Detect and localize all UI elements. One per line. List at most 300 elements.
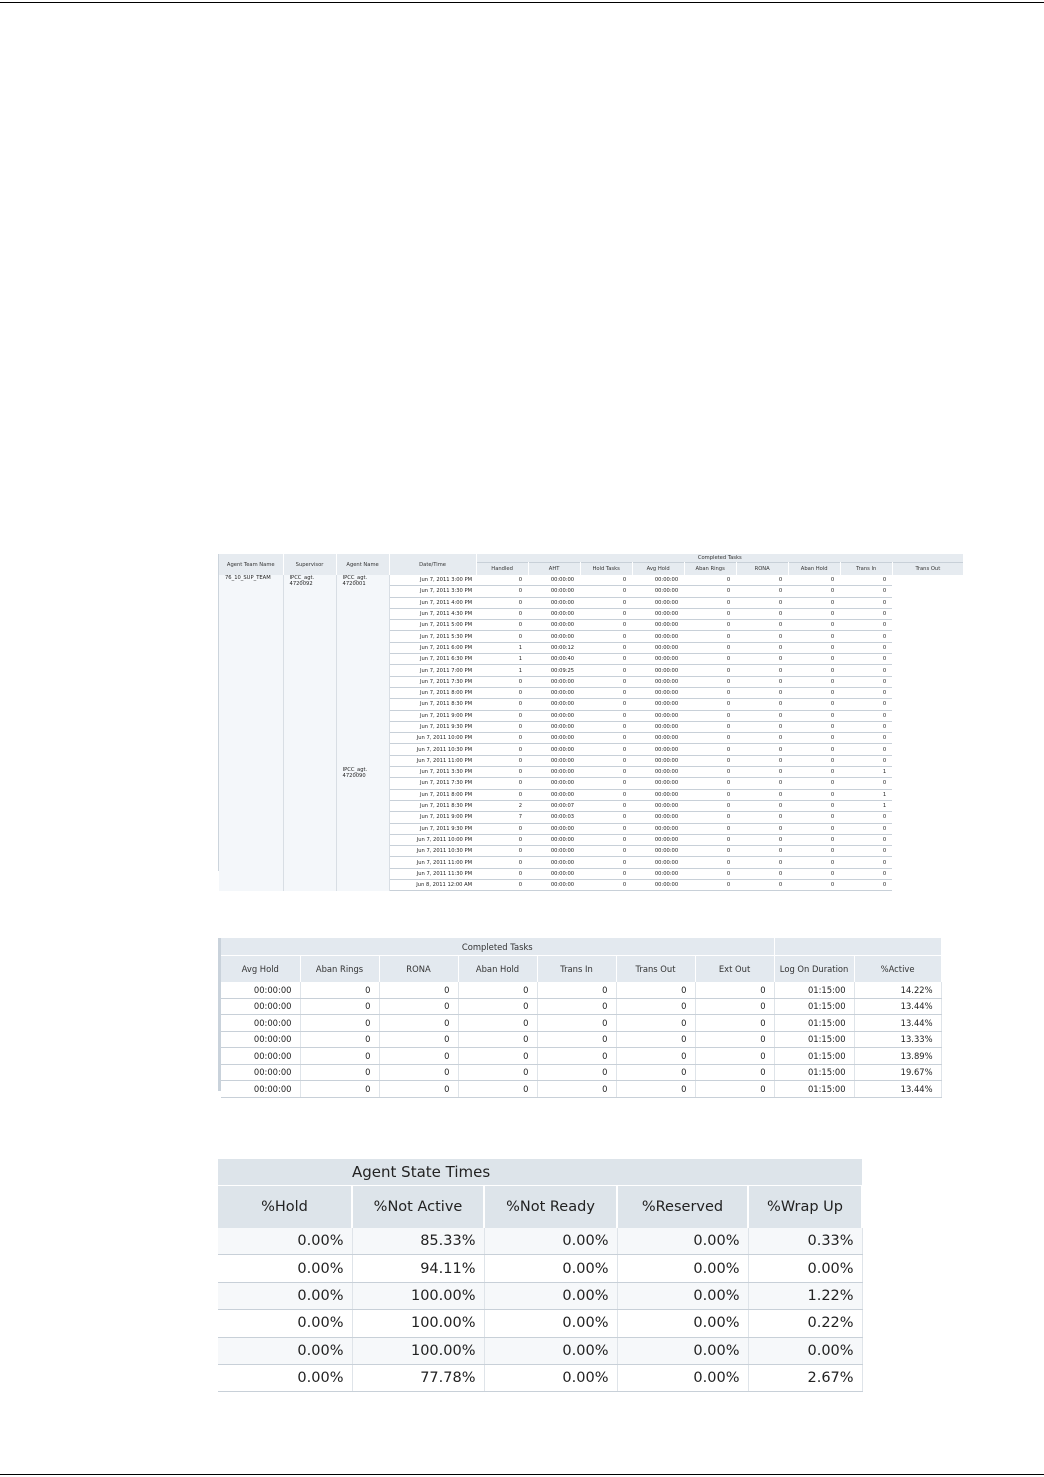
value-cell: 0 [788,857,840,868]
header-avg-hold: Avg Hold [632,563,684,576]
value-cell: 0 [736,699,788,710]
agent-name-cell: IPCC_agt. 4720090 [336,767,389,891]
value-cell: 0 [736,755,788,766]
value-cell: 0 [736,857,788,868]
value-cell: 0 [736,868,788,879]
value-cell: 0 [840,823,892,834]
value-cell: 0 [379,1064,458,1081]
agent-report-table-small [218,554,941,889]
header-pct-not-active: %Not Active [352,1186,484,1229]
value-cell: 00:00:00 [528,687,580,698]
value-cell: 0 [580,880,632,891]
value-cell: 00:00:00 [632,857,684,868]
value-cell: 00:00:00 [528,608,580,619]
value-cell: 01:15:00 [774,982,854,998]
date-time-cell: Jun 7, 2011 6:30 PM [389,654,476,665]
value-cell: 0 [580,597,632,608]
value-cell: 0 [788,789,840,800]
header-aban-rings-2: Aban Rings [300,956,379,983]
header-rona-2: RONA [379,956,458,983]
value-cell: 0.00% [484,1228,617,1255]
value-cell: 0.00% [748,1337,862,1364]
value-cell: 0.00% [484,1255,617,1282]
header-pct-not-ready: %Not Ready [484,1186,617,1229]
value-cell: 14.22% [854,982,941,998]
value-cell: 01:15:00 [774,1064,854,1081]
value-cell: 0 [580,721,632,732]
value-cell: 0 [684,789,736,800]
value-cell: 0 [537,998,616,1015]
value-cell: 0 [684,880,736,891]
value-cell: 00:00:00 [528,744,580,755]
value-cell: 0 [840,834,892,845]
value-cell: 00:00:00 [221,998,300,1015]
value-cell: 13.89% [854,1048,941,1065]
date-time-cell: Jun 7, 2011 6:00 PM [389,642,476,653]
value-cell: 1.22% [748,1282,862,1309]
value-cell: 0 [476,767,528,778]
value-cell: 0 [537,1048,616,1065]
value-cell: 0 [379,1015,458,1032]
value-cell: 0 [458,998,537,1015]
value-cell: 0.00% [484,1282,617,1309]
header-pct-wrap-up: %Wrap Up [748,1186,862,1229]
value-cell: 00:00:00 [632,710,684,721]
value-cell: 0 [476,846,528,857]
value-cell: 0 [476,733,528,744]
table-row [218,1310,862,1337]
value-cell: 0 [840,778,892,789]
date-time-cell: Jun 7, 2011 4:30 PM [389,608,476,619]
value-cell: 0 [736,642,788,653]
value-cell: 0 [840,654,892,665]
value-cell: 0 [684,642,736,653]
value-cell: 00:00:00 [632,812,684,823]
value-cell: 1 [476,642,528,653]
value-cell: 0 [840,812,892,823]
value-cell: 0 [684,767,736,778]
value-cell: 0 [840,631,892,642]
value-cell: 00:00:00 [528,597,580,608]
value-cell: 0 [840,846,892,857]
date-time-cell: Jun 7, 2011 3:30 PM [389,586,476,597]
agent-name-cell: IPCC_agt. 4720001 [336,575,389,767]
date-time-cell: Jun 7, 2011 3:30 PM [389,767,476,778]
date-time-cell: Jun 7, 2011 9:00 PM [389,710,476,721]
value-cell: 0 [736,744,788,755]
date-time-cell: Jun 7, 2011 10:00 PM [389,834,476,845]
value-cell: 0 [476,857,528,868]
value-cell: 0 [840,699,892,710]
header-pct-active-2: %Active [854,956,941,983]
value-cell: 00:00:00 [632,744,684,755]
value-cell: 0 [788,665,840,676]
value-cell: 0 [580,834,632,845]
value-cell: 0 [695,1048,774,1065]
value-cell: 0 [736,676,788,687]
value-cell: 0 [684,846,736,857]
value-cell: 0 [580,857,632,868]
value-cell: 00:00:00 [632,800,684,811]
table-row [218,1228,862,1255]
value-cell: 0 [788,586,840,597]
date-time-cell: Jun 8, 2011 12:00 AM [389,880,476,891]
value-cell: 0 [736,789,788,800]
value-cell: 13.44% [854,998,941,1015]
header-avg-hold-2: Avg Hold [221,956,300,983]
value-cell: 13.44% [854,1015,941,1032]
value-cell: 0 [580,755,632,766]
value-cell: 0.00% [218,1255,352,1282]
header-handled: Handled [476,563,528,576]
value-cell: 0 [476,834,528,845]
value-cell: 0 [476,687,528,698]
value-cell: 0 [580,733,632,744]
value-cell: 0 [537,1081,616,1098]
header-trans-in-2: Trans In [537,956,616,983]
value-cell: 0 [788,778,840,789]
value-cell: 0 [684,676,736,687]
value-cell: 0.00% [617,1310,748,1337]
value-cell: 0 [736,846,788,857]
value-cell: 01:15:00 [774,1048,854,1065]
value-cell: 00:00:00 [632,767,684,778]
value-cell: 0 [788,631,840,642]
value-cell: 0 [379,982,458,998]
value-cell: 00:00:00 [632,575,684,586]
value-cell: 00:00:00 [221,1031,300,1048]
value-cell: 0 [300,1015,379,1032]
header-trans-out: Trans Out [892,563,963,576]
value-cell: 100.00% [352,1310,484,1337]
value-cell: 00:00:00 [632,880,684,891]
value-cell: 00:00:03 [528,812,580,823]
header-trans-out-2: Trans Out [616,956,695,983]
value-cell: 0.00% [617,1282,748,1309]
table-row [218,1337,862,1364]
value-cell: 0 [788,654,840,665]
header-supervisor: Supervisor [283,554,336,575]
value-cell: 0.00% [617,1364,748,1391]
value-cell: 00:00:00 [221,982,300,998]
value-cell: 19.67% [854,1064,941,1081]
value-cell: 00:00:07 [528,800,580,811]
value-cell: 0 [580,823,632,834]
value-cell: 0 [476,676,528,687]
value-cell: 0 [458,1081,537,1098]
value-cell: 0 [684,710,736,721]
value-cell: 0.00% [484,1364,617,1391]
page-top-rule [0,2,1044,3]
value-cell: 0 [379,1081,458,1098]
team-name-cell: 76_10_SUP_TEAM [219,575,283,891]
value-cell: 00:00:00 [632,868,684,879]
value-cell: 0 [695,1015,774,1032]
header-aht: AHT [528,563,580,576]
value-cell: 0 [684,857,736,868]
header-date-time: Date/Time [389,554,476,575]
value-cell: 00:00:00 [528,699,580,710]
report-table-2 [221,938,942,1098]
value-cell: 00:00:00 [632,642,684,653]
value-cell: 0 [580,676,632,687]
value-cell: 00:00:00 [632,620,684,631]
value-cell: 0 [616,1015,695,1032]
value-cell: 0 [537,1064,616,1081]
value-cell: 0 [736,654,788,665]
table-row [218,1282,862,1309]
report-table-1 [219,554,964,891]
header-agent-team-name: Agent Team Name [219,554,283,575]
value-cell: 01:15:00 [774,1081,854,1098]
value-cell: 0 [476,710,528,721]
value-cell: 0 [736,834,788,845]
value-cell: 0 [788,710,840,721]
value-cell: 77.78% [352,1364,484,1391]
value-cell: 00:00:00 [528,880,580,891]
value-cell: 0 [580,654,632,665]
value-cell: 00:00:00 [528,846,580,857]
value-cell: 0 [616,1081,695,1098]
date-time-cell: Jun 7, 2011 9:30 PM [389,721,476,732]
value-cell: 1 [840,789,892,800]
value-cell: 0 [684,778,736,789]
value-cell: 00:00:12 [528,642,580,653]
value-cell: 0 [476,880,528,891]
value-cell: 00:00:00 [528,586,580,597]
value-cell: 0 [580,710,632,721]
value-cell: 0 [476,778,528,789]
value-cell: 00:00:00 [221,1015,300,1032]
value-cell: 00:00:00 [632,733,684,744]
value-cell: 0 [736,575,788,586]
value-cell: 0 [458,1064,537,1081]
value-cell: 0 [476,721,528,732]
value-cell: 00:00:00 [632,665,684,676]
value-cell: 0 [458,982,537,998]
value-cell: 00:00:00 [632,654,684,665]
value-cell: 100.00% [352,1282,484,1309]
value-cell: 0.00% [617,1255,748,1282]
value-cell: 0 [736,778,788,789]
value-cell: 0 [736,597,788,608]
value-cell: 0.00% [218,1228,352,1255]
value-cell: 0 [580,800,632,811]
value-cell: 0 [840,880,892,891]
value-cell: 0.00% [748,1255,862,1282]
value-cell: 0 [788,687,840,698]
value-cell: 0 [684,575,736,586]
value-cell: 0 [580,642,632,653]
value-cell: 0 [476,597,528,608]
group-header-blank [774,938,941,956]
value-cell: 0 [476,575,528,586]
table-row [221,1031,941,1048]
value-cell: 0 [788,699,840,710]
value-cell: 0.00% [218,1337,352,1364]
value-cell: 00:00:00 [632,586,684,597]
value-cell: 0 [788,744,840,755]
value-cell: 0 [684,834,736,845]
value-cell: 0 [788,676,840,687]
report-table-2-body [221,982,941,1097]
value-cell: 00:00:00 [528,823,580,834]
value-cell: 0 [840,575,892,586]
value-cell: 0 [788,834,840,845]
value-cell: 0 [788,608,840,619]
value-cell: 13.44% [854,1081,941,1098]
date-time-cell: Jun 7, 2011 5:00 PM [389,620,476,631]
value-cell: 0 [684,733,736,744]
value-cell: 0 [580,608,632,619]
value-cell: 0 [684,620,736,631]
value-cell: 0 [695,1031,774,1048]
value-cell: 0 [476,631,528,642]
value-cell: 0 [788,755,840,766]
value-cell: 0 [476,620,528,631]
value-cell: 0 [580,620,632,631]
value-cell: 0 [736,880,788,891]
value-cell: 0 [476,823,528,834]
value-cell: 0 [788,868,840,879]
value-cell: 0 [840,721,892,732]
value-cell: 0 [684,608,736,619]
date-time-cell: Jun 7, 2011 10:30 PM [389,744,476,755]
value-cell: 0 [788,767,840,778]
date-time-cell: Jun 7, 2011 11:30 PM [389,868,476,879]
value-cell: 0 [736,733,788,744]
value-cell: 0 [736,812,788,823]
report-table-3-body [218,1228,862,1392]
value-cell: 0 [788,823,840,834]
value-cell: 0 [736,608,788,619]
value-cell: 0 [695,998,774,1015]
value-cell: 00:00:00 [221,1081,300,1098]
value-cell: 0 [379,998,458,1015]
value-cell: 0 [684,631,736,642]
value-cell: 1 [840,767,892,778]
value-cell: 0 [616,998,695,1015]
value-cell: 0 [736,620,788,631]
value-cell: 0 [788,620,840,631]
value-cell: 0 [300,982,379,998]
value-cell: 0.00% [484,1310,617,1337]
value-cell: 00:00:00 [632,631,684,642]
value-cell: 0 [476,755,528,766]
value-cell: 0 [300,1064,379,1081]
header-hold-tasks: Hold Tasks [580,563,632,576]
value-cell: 0 [736,665,788,676]
value-cell: 0 [840,857,892,868]
value-cell: 0 [684,654,736,665]
value-cell: 00:00:00 [528,834,580,845]
value-cell: 01:15:00 [774,998,854,1015]
value-cell: 0 [840,608,892,619]
value-cell: 00:00:00 [632,778,684,789]
date-time-cell: Jun 7, 2011 10:00 PM [389,733,476,744]
value-cell: 00:00:00 [528,733,580,744]
value-cell: 00:00:00 [632,687,684,698]
value-cell: 0 [840,620,892,631]
header-aban-hold-2: Aban Hold [458,956,537,983]
value-cell: 0 [840,597,892,608]
value-cell: 0 [736,721,788,732]
date-time-cell: Jun 7, 2011 4:00 PM [389,597,476,608]
date-time-cell: Jun 7, 2011 8:30 PM [389,800,476,811]
header-pct-hold: %Hold [218,1186,352,1229]
value-cell: 00:00:00 [528,767,580,778]
value-cell: 0 [840,665,892,676]
value-cell: 0.00% [617,1228,748,1255]
value-cell: 0 [736,687,788,698]
value-cell: 0 [695,1081,774,1098]
header-log-on-duration-2: Log On Duration [774,956,854,983]
value-cell: 01:15:00 [774,1015,854,1032]
value-cell: 0 [684,721,736,732]
value-cell: 0 [300,1081,379,1098]
value-cell: 00:00:00 [528,676,580,687]
value-cell: 0 [580,665,632,676]
value-cell: 0 [840,710,892,721]
value-cell: 0 [840,687,892,698]
value-cell: 0 [580,699,632,710]
value-cell: 0 [788,733,840,744]
value-cell: 00:00:00 [632,721,684,732]
value-cell: 0.00% [484,1337,617,1364]
value-cell: 0 [379,1048,458,1065]
supervisor-cell: IPCC_agt. 4720092 [283,575,336,891]
value-cell: 0 [684,812,736,823]
value-cell: 0 [788,597,840,608]
value-cell: 0 [695,982,774,998]
value-cell: 00:00:00 [528,857,580,868]
value-cell: 0 [616,982,695,998]
value-cell: 0 [580,868,632,879]
value-cell: 0 [580,846,632,857]
value-cell: 00:00:00 [632,597,684,608]
agent-state-times-table-large [218,1159,862,1391]
table-row [221,1081,941,1098]
value-cell: 94.11% [352,1255,484,1282]
value-cell: 0 [537,1015,616,1032]
value-cell: 0 [684,687,736,698]
group-header-completed-tasks-2: Completed Tasks [221,938,774,956]
table-row [221,982,941,998]
group-header-agent-state-times: Agent State Times [218,1159,862,1186]
value-cell: 00:00:40 [528,654,580,665]
date-time-cell: Jun 7, 2011 8:30 PM [389,699,476,710]
value-cell: 0 [788,642,840,653]
value-cell: 0 [476,868,528,879]
value-cell: 0 [684,586,736,597]
value-cell: 00:09:25 [528,665,580,676]
date-time-cell: Jun 7, 2011 11:00 PM [389,755,476,766]
value-cell: 0 [616,1048,695,1065]
value-cell: 00:00:00 [221,1064,300,1081]
value-cell: 0 [736,800,788,811]
value-cell: 0 [736,767,788,778]
value-cell: 0 [840,744,892,755]
value-cell: 0 [458,1031,537,1048]
value-cell: 00:00:00 [528,710,580,721]
value-cell: 2.67% [748,1364,862,1391]
value-cell: 00:00:00 [528,575,580,586]
value-cell: 0 [684,699,736,710]
value-cell: 0 [684,868,736,879]
value-cell: 00:00:00 [632,699,684,710]
value-cell: 0 [580,767,632,778]
table-row [221,1064,941,1081]
